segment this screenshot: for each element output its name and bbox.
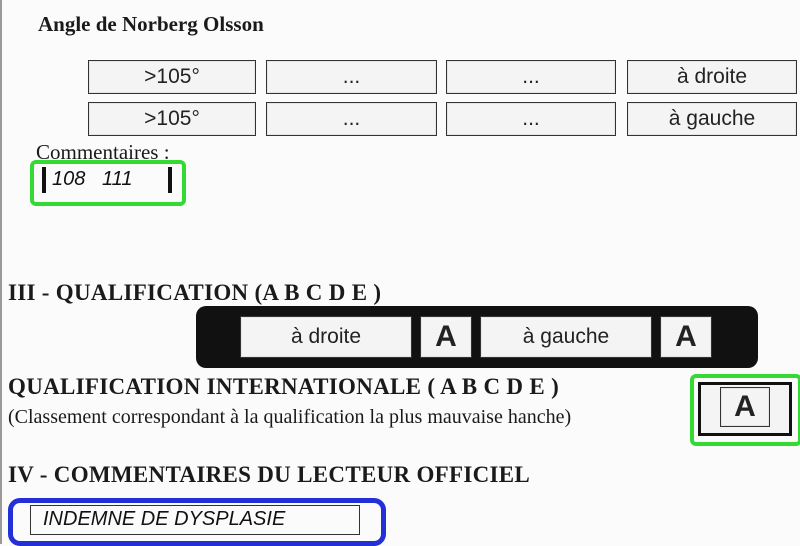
comments-value-box — [42, 167, 172, 193]
norberg-row2-value: >105° — [88, 102, 256, 136]
official-comments-heading: IV - COMMENTAIRES DU LECTEUR OFFICIEL — [8, 462, 531, 487]
norberg-row1-cell3: ... — [446, 60, 616, 94]
qual-left-label: à gauche — [480, 316, 652, 358]
international-grade: A — [720, 387, 770, 427]
international-heading: QUALIFICATION INTERNATIONALE ( A B C D E ) — [8, 374, 560, 399]
qual-right-grade: A — [420, 316, 472, 358]
international-subtext: (Classement correspondant à la qualification la plus mauvaise hanche) — [8, 406, 572, 428]
qualification-heading: III - QUALIFICATION (A B C D E ) — [8, 280, 382, 305]
norberg-row2-cell3: ... — [446, 102, 616, 136]
official-comments-value: INDEMNE DE DYSPLASIE — [43, 508, 286, 530]
norberg-row1-side: à droite — [627, 60, 797, 94]
comments-value: 108 111 — [52, 168, 133, 190]
norberg-row1-value: >105° — [88, 60, 256, 94]
page-edge-line — [0, 0, 2, 544]
qual-right-label: à droite — [240, 316, 412, 358]
qual-left-grade: A — [660, 316, 712, 358]
comments-label: Commentaires : — [36, 140, 170, 164]
norberg-row2-cell2: ... — [266, 102, 437, 136]
norberg-row2-side: à gauche — [627, 102, 797, 136]
norberg-title: Angle de Norberg Olsson — [38, 12, 264, 36]
official-comments-box — [30, 505, 360, 535]
norberg-row1-cell2: ... — [266, 60, 437, 94]
